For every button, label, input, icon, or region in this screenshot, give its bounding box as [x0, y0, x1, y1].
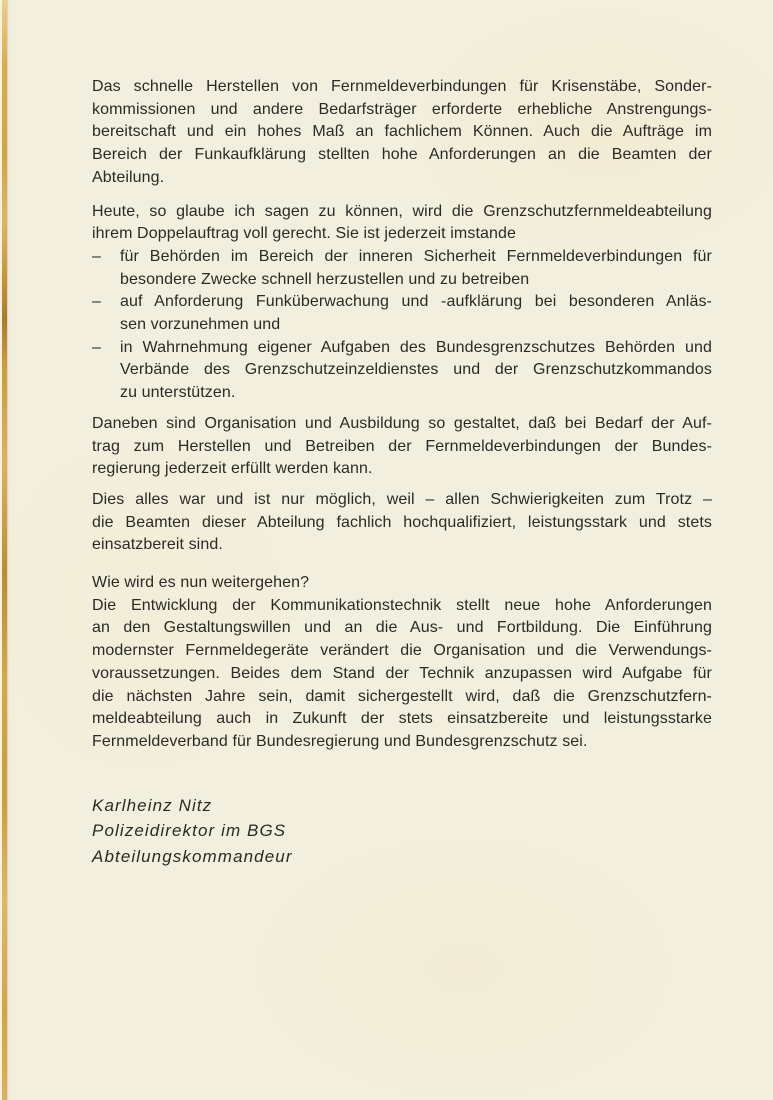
text-line: regierung jederzeit erfüllt werden kann. [92, 460, 373, 478]
list-item-text [120, 337, 712, 405]
paragraph-2 [92, 201, 712, 246]
text-line: Heute, so glaube ich sagen zu können, wird die Grenzschutzfernmeldeabteilung [92, 202, 712, 220]
text-line: trag zum Herstellen und Betreiben der Fernmeldeverbindungen der Bundes- [92, 437, 712, 455]
dash-bullet: – [92, 293, 101, 311]
dash-bullet: – [92, 338, 101, 356]
text-line: auf Anforderung Funküberwachung und -aufklärung bei besonderen Anläs- [120, 293, 712, 311]
text-line: für Behörden im Bereich der inneren Sicherheit Fernmeldeverbindungen für [120, 247, 712, 265]
text-line: die nächsten Jahre sein, damit sichergestellt wird, daß die Grenzschutzfern- [92, 687, 712, 705]
list-item [92, 337, 712, 405]
paragraph-5 [92, 572, 712, 754]
text-line: Die Entwicklung der Kommunikationstechnik stellt neue hohe Anforderungen [92, 596, 712, 614]
text-line: ihrem Doppelauftrag voll gerecht. Sie ist jederzeit imstande [92, 225, 516, 243]
text-line: Dies alles war und ist nur möglich, weil – allen Schwierigkeiten zum Trotz – [92, 490, 712, 508]
text-line: zu unterstützen. [120, 384, 236, 402]
list-item [92, 291, 712, 336]
signature-name: Karlheinz Nitz [92, 795, 213, 815]
list-item-text [120, 291, 712, 336]
list-item-text [120, 246, 712, 291]
text-line: voraussetzungen. Beides dem Stand der Technik anzupassen wird Aufgabe für [92, 664, 712, 682]
signature-role: Abteilungskommandeur [92, 846, 293, 866]
text-line: kommissionen und andere Bedarfsträger erforderte erhebliche Anstrengungs- [92, 100, 712, 118]
text-line: bereitschaft und ein hohes Maß an fachlichem Können. Auch die Aufträge im [92, 123, 712, 141]
text-line: Wie wird es nun weitergehen? [92, 574, 310, 592]
dash-bullet: – [92, 247, 101, 265]
text-line: Abteilung. [92, 168, 165, 186]
paragraph-1 [92, 76, 712, 190]
text-line: sen vorzunehmen und [120, 316, 281, 334]
list-item [92, 246, 712, 291]
text-line: meldeabteilung auch in Zukunft der stets einsatzbereite und leistungsstarke [92, 710, 712, 728]
text-line: Bereich der Funkaufklärung stellten hohe Anforderungen an die Beamten der [92, 146, 712, 164]
text-line: besondere Zwecke schnell herzustellen und zu betreiben [120, 270, 530, 288]
text-line: an den Gestaltungswillen und an die Aus- und Fortbildung. Die Einführung [92, 619, 712, 637]
signature-title: Polizeidirektor im BGS [92, 821, 287, 841]
paragraph-4 [92, 489, 712, 557]
page-edge-line [2, 0, 7, 1100]
text-line: in Wahrnehmung eigener Aufgaben des Bundesgrenzschutzes Behörden und [120, 338, 712, 356]
text-line: Daneben sind Organisation und Ausbildung so gestaltet, daß bei Bedarf der Auf- [92, 414, 712, 432]
text-line: die Beamten dieser Abteilung fachlich hochqualifiziert, leistungsstark und stets [92, 513, 712, 531]
text-line: Fernmeldeverband für Bundesregierung und Bundesgrenzschutz sei. [92, 732, 588, 750]
body-text [92, 76, 712, 869]
signature-block [92, 793, 712, 870]
bullet-list [92, 246, 712, 405]
text-line: einsatzbereit sind. [92, 536, 223, 554]
text-line: modernster Fernmeldegeräte verändert die Organisation und die Verwendungs- [92, 642, 712, 660]
text-line: Verbände des Grenzschutzeinzeldienstes und der Grenzschutzkommandos [120, 361, 712, 379]
paragraph-3 [92, 413, 712, 481]
text-line: Das schnelle Herstellen von Fernmeldeverbindungen für Krisenstäbe, Sonder- [92, 78, 712, 95]
